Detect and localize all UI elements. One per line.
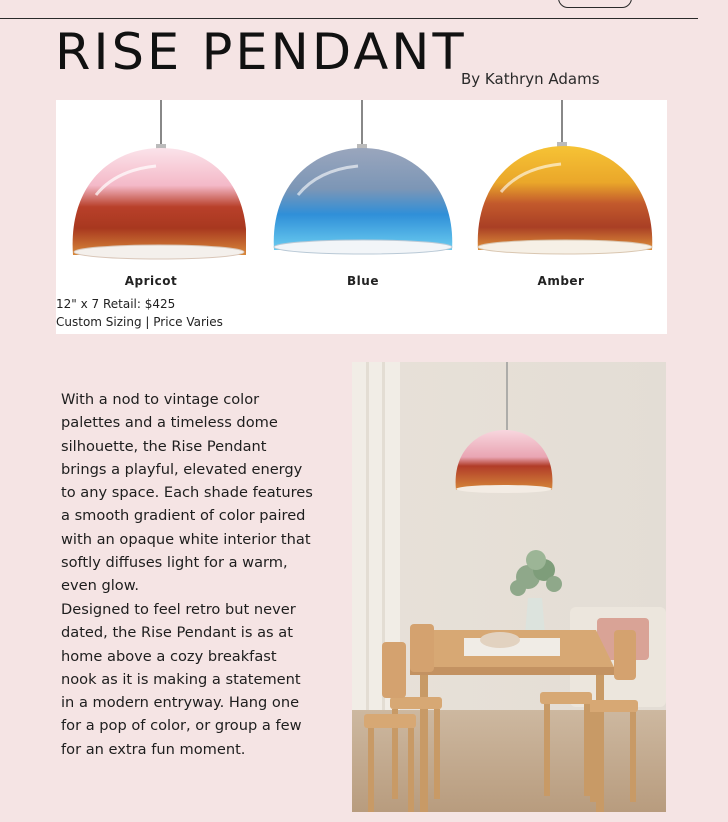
custom-sizing-text: Custom Sizing | Price Varies [56, 315, 223, 329]
variant-label-apricot: Apricot [124, 274, 178, 288]
lamp-apricot-image [56, 100, 246, 275]
dining-room-photo [352, 362, 666, 812]
nav-pill-button[interactable] [558, 0, 632, 8]
author-byline: By Kathryn Adams [461, 70, 600, 88]
description-paragraph-1: With a nod to vintage color palettes and a timeless dome silhouette, the Rise Pendant brings a playful, elevated energy to any space. Each shade features a smooth gradient of color paired with an opaque white interior that softly diffuses light for a warm, even glow. [61, 391, 313, 595]
size-price-text: 12" x 7 Retail: $425 [56, 297, 176, 311]
page-title: RISE PENDANT [55, 23, 467, 81]
variant-label-amber: Amber [537, 274, 585, 288]
description-paragraph-2: Designed to feel retro but never dated, the Rise Pendant is as at home above a cozy breakfast nook as it is making a statement in a modern entryway. Hang one for a pop of color, or group a few for an extra fun moment. [61, 601, 302, 758]
lamp-amber-image [466, 100, 656, 275]
lamp-blue-image [268, 100, 458, 275]
variant-card [56, 100, 667, 334]
top-divider [0, 18, 698, 19]
variant-label-blue: Blue [347, 274, 379, 288]
